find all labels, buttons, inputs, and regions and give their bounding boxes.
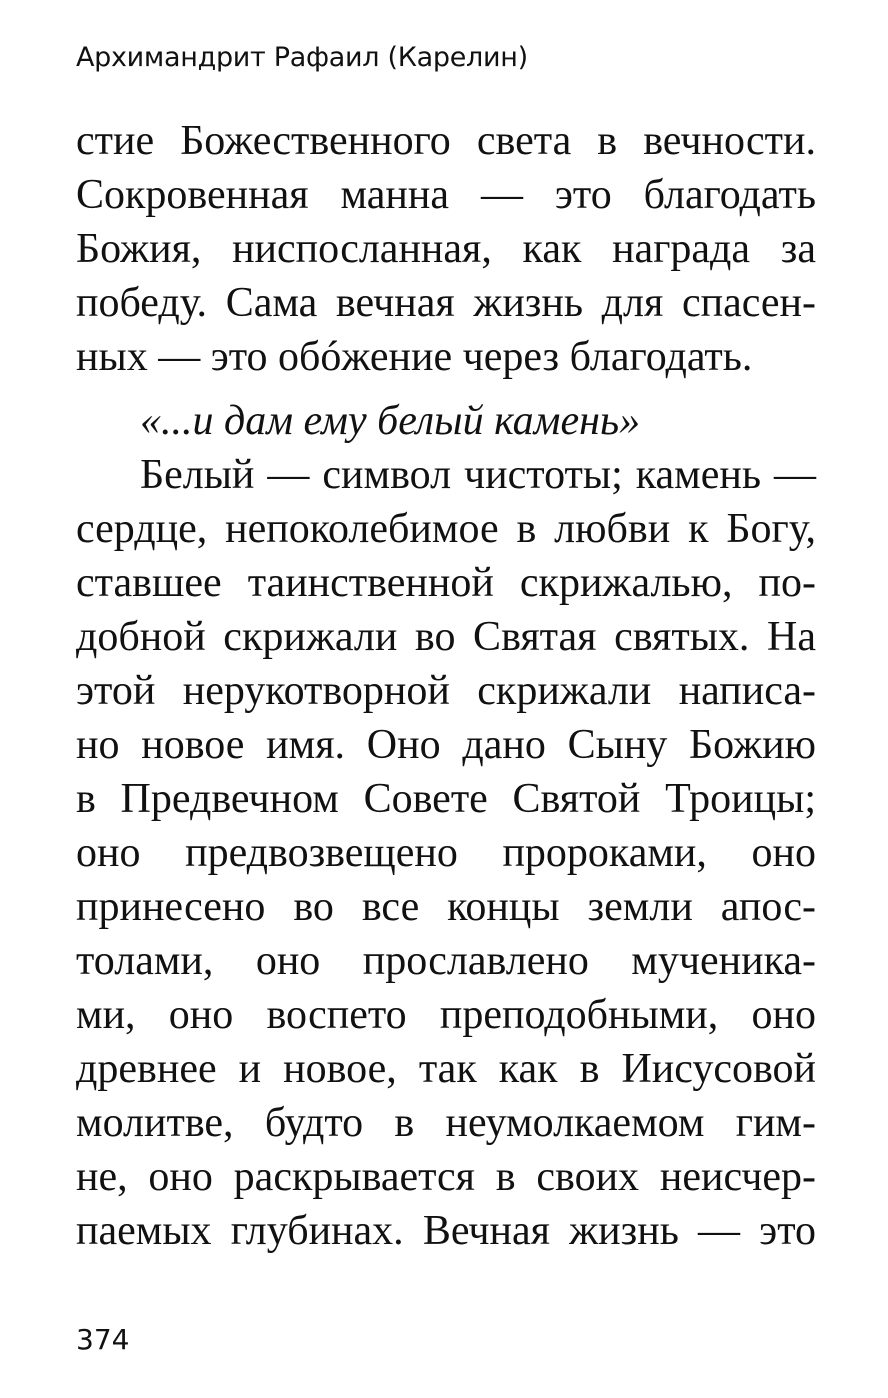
text-line: молитве, будто в неумолкаемом гим- [76, 1100, 816, 1146]
paragraph-2 [76, 448, 816, 1258]
text-line: сердце, непоколебимое в любви к Богу, [76, 506, 816, 552]
text-line: Сокровенная манна — это благодать [76, 172, 816, 218]
text-line: древнее и новое, так как в Иисусовой [76, 1046, 816, 1092]
text-line: добной скрижали во Святая святых. На [76, 614, 816, 660]
text-line: толами, оно прославлено мученика- [76, 938, 816, 984]
text-line: оно предвозвещено пророками, оно [76, 830, 816, 876]
text-line: Божия, ниспосланная, как награда за [76, 226, 816, 272]
body-text [76, 114, 816, 1258]
text-line: в Предвечном Совете Святой Троицы; [76, 776, 816, 822]
text-line: ных — это обóжение через благодать. [76, 334, 753, 380]
text-line: принесено во все концы земли апос- [76, 884, 816, 930]
paragraph-gap [76, 384, 816, 394]
text-line: ми, оно воспето преподобными, оно [76, 992, 816, 1038]
paragraph-1 [76, 114, 816, 384]
text-line: победу. Сама вечная жизнь для спасен- [76, 280, 816, 326]
text-line: этой нерукотворной скрижали написа- [76, 668, 816, 714]
text-line: ставшее таинственной скрижалью, по- [76, 560, 816, 606]
quote-heading: «...и дам ему белый камень» [140, 398, 641, 444]
page-number: 374 [76, 1323, 130, 1356]
text-line: стие Божественного света в вечности. [76, 118, 816, 164]
text-line: но новое имя. Оно дано Сыну Божию [76, 722, 816, 768]
text-line: Белый — символ чистоты; камень — [140, 452, 816, 498]
running-head: Архимандрит Рафаил (Карелин) [76, 42, 528, 73]
text-line: паемых глубинах. Вечная жизнь — это [76, 1208, 816, 1254]
text-line: не, оно раскрывается в своих неисчер- [76, 1154, 816, 1200]
